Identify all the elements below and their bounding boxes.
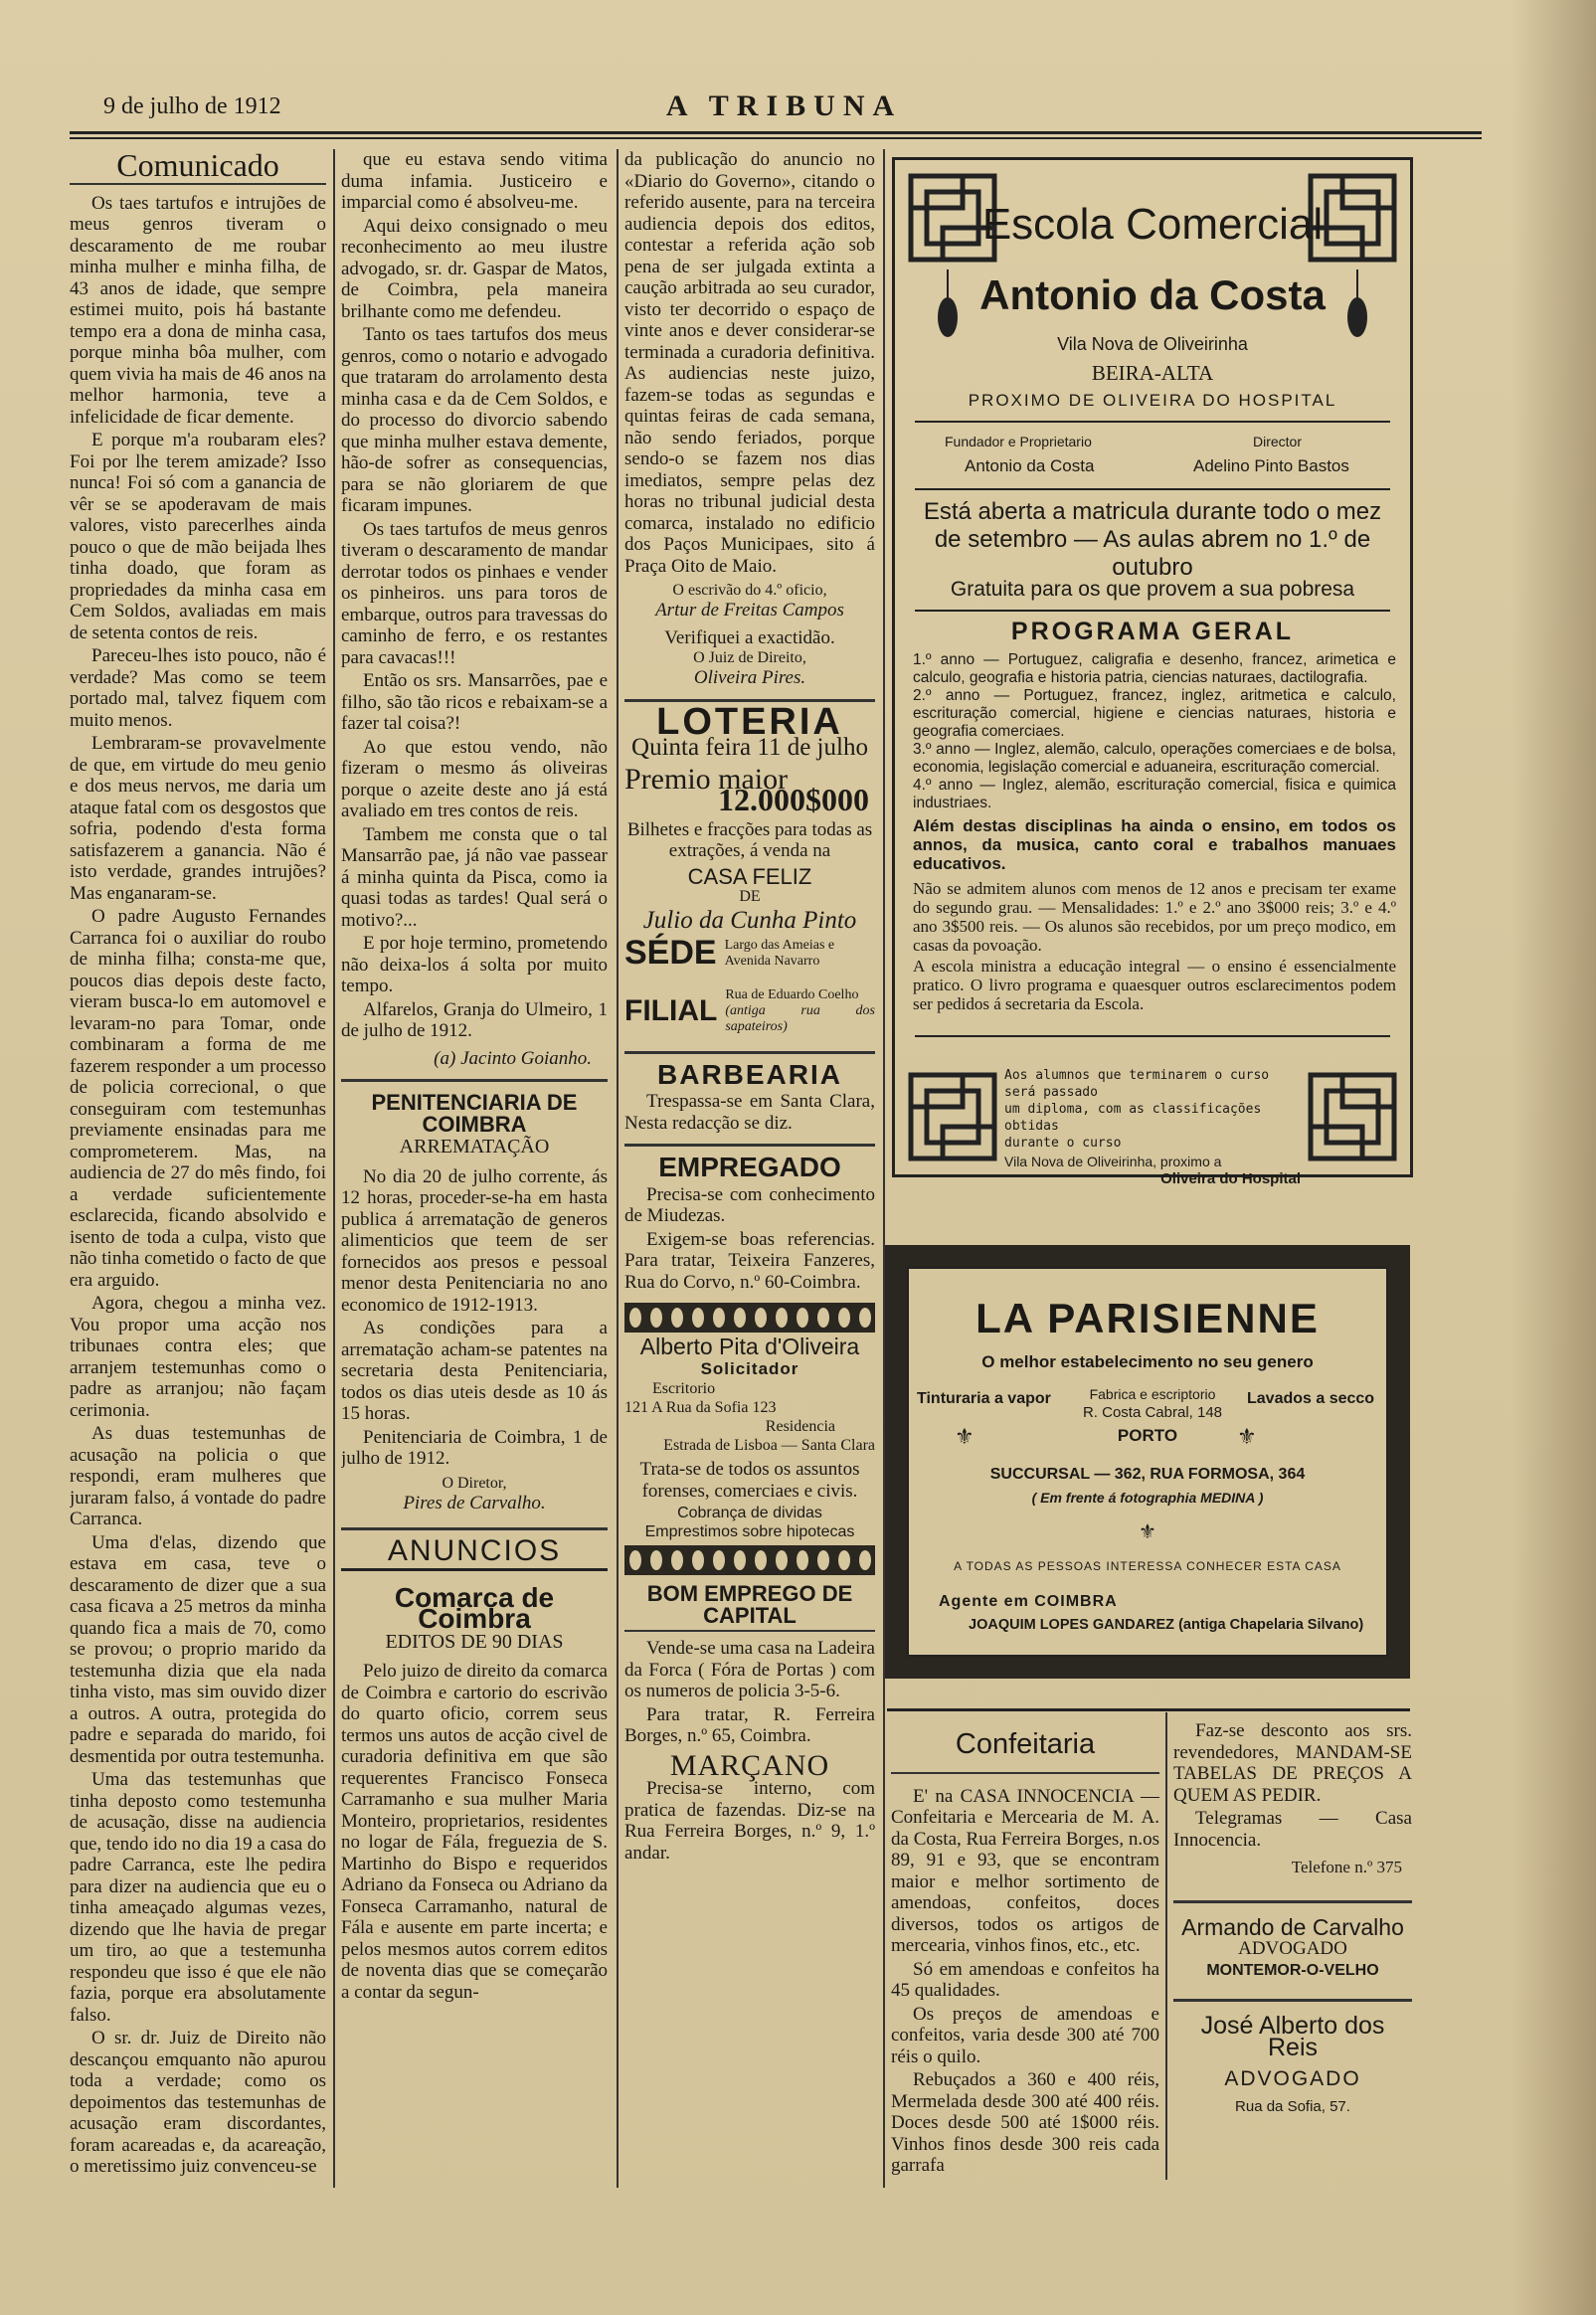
column-rule-4 [1165, 1712, 1167, 2180]
alberto-text: Trata-se de todos os assuntos forenses, comerciaes e civis. [639, 1459, 860, 1502]
column-2 [341, 149, 608, 2188]
paragraph: Uma das testemunhas que tinha deposto como testemunha de acusação, disse na audiencia que, tendo ido no dia 19 a casa do padre Carranca, este lhe pedira para dizer na audiencia que eu o tinha ameaçado algumas vezes, dizendo que lhe havia de pregar um tiro, ao que a testemunha respondeu que isso é que ele não fazia, porque era absolutamente falso. [70, 1769, 326, 2026]
parisienne-ad [885, 1245, 1410, 1679]
anuncios-heading: ANUNCIOS [341, 1540, 608, 1571]
desconto-column [1173, 1720, 1412, 2188]
confeitaria-text-3: Os preços de amendoas e confeitos, varia desde 300 até 700 réis o quilo. [891, 2003, 1159, 2067]
residencia-label: Residencia [765, 1418, 835, 1435]
joaquim-line: JOAQUIM LOPES GANDAREZ (antiga Chapelaria Silvano) [969, 1617, 1364, 1633]
penitenciaria-director-name: Pires de Carvalho. [403, 1492, 546, 1514]
column-1 [70, 149, 326, 2188]
filial-address: Rua de Eduardo Coelho (antiga rua dos sapateiros) [725, 986, 875, 1034]
filial-label: FILIAL [624, 993, 718, 1027]
juiz-label: O Juiz de Direito, [693, 649, 806, 666]
paragraph: Os taes tartufos e intrujões de meus genros tiveram o descaramento de me roubar minha mulher e minha filha, de 43 anos de idade, que sempre estimei muito, pois há bastante tempo era a dona de minha casa, porque minha bôa mulher, com quem vivia ha mais de 46 anos na melhor harmonia, teve a infelicidade de ficar demente. [70, 192, 326, 428]
separator [624, 1144, 875, 1147]
paragraph: Lembraram-se provavelmente de que, em virtude do meu genio e dos meus nervos, me daria um ataque fatal com os desgostos que sofria, podendo d'esta forma satisfazerem a ganancia. Não é isto verdade, grandes intrujões? Mas enganaram-se. [70, 733, 326, 904]
paragraph: Aqui deixo consignado o meu reconhecimento ao meu ilustre advogado, sr. dr. Gaspar de Matos, de Coimbra, pela maneira brilhante como me defendeu. [341, 215, 608, 322]
paragraph: que eu estava sendo vitima duma infamia. Justiceiro e imparcial como é absolveu-me. [341, 149, 608, 213]
divider [915, 1035, 1390, 1037]
residencia-address: Estrada de Lisboa — Santa Clara [663, 1437, 875, 1454]
paragraph: O sr. dr. Juiz de Direito não descançou emquanto não apurou toda a verdade; como os depoimentos das testemunhas de acusação eram discordantes, foram acareadas e, da acareação, o meretissimo juiz convenceu-se [70, 2028, 326, 2177]
penitenciaria-title: PENITENCIARIA DE COIMBRA [371, 1090, 578, 1137]
escola-title: Escola Comercial [981, 200, 1324, 249]
armando-role: ADVOGADO [1238, 1938, 1347, 1959]
ornament-band-icon [624, 1545, 875, 1575]
director-name: Adelino Pinto Bastos [1193, 456, 1349, 475]
penitenciaria-text-1: No dia 20 de julho corrente, ás 12 horas, proceder-se-ha em hasta publica á arrematação de generos alimenticios que teem de ser fornecidos aos presos e pessoal menor desta Penitenciaria no ano economico de 1912-1913. [341, 1165, 608, 1316]
penitenciaria-director-label: O Diretor, [442, 1474, 507, 1492]
director-label: Director [1253, 434, 1303, 449]
comunicado-body [70, 193, 326, 2178]
issue-date: 9 de julho de 1912 [103, 93, 281, 119]
matricula-notice: Está aberta a matricula durante todo o mez de setembro — As aulas abrem no 1.º de outubro [923, 498, 1382, 581]
integral-text: A escola ministra a educação integral — o ensino é essencialmente pratico. O livro programa e quaesquer outros esclarecimentos podem ser pedidos á secretaria da Escola. [913, 957, 1396, 1013]
paragraph: O padre Augusto Fernandes Carranca foi o auxiliar do roubo de minha filha; consta-me que, poucos dias depois deste facto, vieram busca-lo em automovel e levaram-no para Tomar, onde combinaram a forma de me fazerem responder a um processo de policia correcional, o que conseguiram com testemunhas previamente ensinadas para me comprometerem. Mas, na audiencia de 27 do mês findo, foi a verdade suficientemente esclarecida, ficando absolvido e isento de toda a culpa, visto que não tinha cometido o facto de que era arguido. [70, 906, 326, 1291]
parisienne-title: LA PARISIENNE [975, 1295, 1320, 1341]
admission-text: Não se admitem alunos com menos de 12 anos e precisam ter exame do segundo grau. — Mensalidades: 1.º e 2.º ano 3$000 reis; 3.º e 4.º ano 3$500 reis. — Os alunos são recebidos, por um preço modico, em casas da povoação. [913, 879, 1396, 955]
bom-emprego-title: BOM EMPREGO DE CAPITAL [624, 1583, 875, 1632]
de-label: DE [739, 888, 761, 905]
julio-name: Julio da Cunha Pinto [642, 907, 857, 934]
knot-ornament-icon [1303, 1067, 1402, 1166]
confeitaria-text-2: Só em amendoas e confeitos ha 45 qualidades. [891, 1958, 1159, 2001]
paragraph: Agora, chegou a minha vez. Vou propor uma acção nos tribunaes contra eles; que arranjem testemunhas como o padre as arranjou; não façam cerimonia. [70, 1293, 326, 1421]
escola-location: Vila Nova de Oliveirinha [1057, 334, 1248, 354]
paragraph: Uma d'elas, dizendo que estava em casa, teve o descaramento de dizer que a sua casa ficava a 25 metros da minha quando fica a mais de 70, como se provou; o proprio marido da testemunha dizia que ela nada tinha visto, mas sim ouvido dizer a outros. A outra, protegida do padre e separada do marido, foi desmentida por outra testemunha. [70, 1531, 326, 1767]
marcano-text: Precisa-se interno, com pratica de fazendas. Diz-se na Rua Ferreira Borges, n.º 9, 1.º andar. [624, 1778, 875, 1864]
bom-emprego-text-2: Para tratar, R. Ferreira Borges, n.º 65, Coimbra. [624, 1703, 875, 1746]
page-edge-shadow [1511, 0, 1596, 2315]
escritorio-label: Escritorio [652, 1380, 716, 1397]
confeitaria-ad [891, 1720, 1159, 2188]
alberto-name: Alberto Pita d'Oliveira [639, 1334, 860, 1359]
paragraph: Alfarelos, Granja do Ulmeiro, 1 de julho de 1912. [341, 998, 608, 1041]
paragraph: Os taes tartufos de meus genros tiveram o descaramento de mandar derrotar todos os pinhaes e vender os pinheiros. uns para toros de embarque, outros para travessas do caminho de ferro, e os restantes para cavacas!!! [341, 518, 608, 668]
jose-role: ADVOGADO [1224, 2067, 1361, 2090]
verification-note: Verifiquei a exactidão. [664, 626, 835, 648]
paragraph: Tambem me consta que o tal Mansarrão pae, já não vae passear á minha quinta da Pisca, como ia quasi todas as tardes! Qual será o motivo?... [341, 823, 608, 931]
fleur-icon: ⚜ [1139, 1521, 1156, 1543]
programa-title: PROGRAMA GERAL [1010, 618, 1295, 645]
bom-emprego-text-1: Vende-se uma casa na Ladeira da Forca ( Fóra de Portas ) com os numeros de policia 3-5-6. [624, 1638, 875, 1701]
paragraph: E porque m'a roubaram eles? Foi por lhe terem amizade? Isso nunca! Foi só com a ganancia de vêr se se apoderavam de mais valores, visto parecerlhes ainda pouco o que de mão beijada lhes tinha doado, que foram as propriedades da minha casa em Cem Soldos, avaliadas em mais de setenta contos de reis. [70, 430, 326, 643]
separator [1173, 1999, 1412, 2002]
fabrica-label: Fabrica e escriptorio [1089, 1386, 1216, 1402]
confeitaria-title: Confeitaria [955, 1728, 1096, 1760]
marcano-title: MARÇANO [669, 1748, 830, 1782]
armando-place: MONTEMOR-O-VELHO [1206, 1961, 1379, 1979]
programa-year-1: 1.º anno — Portuguez, caligrafia e desenho, francez, arimetica e calculo, geografia e historia patria, ciencias naturaes, dactilografia. [913, 651, 1396, 686]
loteria-date: Quinta feira 11 de julho [631, 734, 868, 761]
barbearia-title: BARBEARIA [657, 1058, 842, 1090]
programa-extras: Além destas disciplinas ha ainda o ensino, em todos os annos, da musica, canto coral e trabalhos manuaes educativos. [913, 816, 1396, 873]
escola-region: BEIRA-ALTA [1091, 361, 1214, 385]
gratuita-notice: Gratuita para os que provem a sua pobresa [950, 578, 1355, 601]
escrivao-name: Artur de Freitas Campos [655, 600, 844, 621]
bilhetes-text: Bilhetes e fracções para todas as extrações, á venda na [626, 818, 873, 861]
desconto-text: Faz-se desconto aos srs. revendedores, MANDAM-SE TABELAS DE PREÇOS A QUEM AS PEDIR. [1173, 1720, 1412, 1806]
separator [341, 1527, 608, 1530]
arrematacao-subtitle: ARREMATAÇÃO [399, 1136, 550, 1158]
programa-year-2: 2.º anno — Portuguez, francez, inglez, aritmetica e calculo, escrituração comercial, higiene e ciencias naturaes, historia e geografia comerciaes. [913, 687, 1396, 740]
todas-line: A TODAS AS PESSOAS INTERESSA CONHECER ESTA CASA [954, 1559, 1341, 1573]
fundador-name: Antonio da Costa [965, 456, 1095, 475]
divider [891, 1772, 1159, 1774]
column-rule-3 [883, 149, 885, 2188]
escola-footer: Aos alumnos que terminarem o curso será passado um diploma, com as classificações obtidas durante o curso Vila Nova de Oliveirinha, proximo a Oliveira do Hospital [1004, 1068, 1301, 1187]
paragraph: Tanto os taes tartufos dos meus genros, como o notario e advogado que trataram do arrolamento desta minha casa e da de Cem Soldos, e do processo do divorcio sabendo que minha mulher estava demente, hão-de sofrer as consequencias, para se não gloriarem de que ficaram impunes. [341, 324, 608, 516]
divider [915, 488, 1390, 490]
paragraph: Ao que estou vendo, não fizeram o mesmo ás oliveiras porque o azeite deste ano já está avaliado em tres contos de reis. [341, 736, 608, 821]
programa-year-3: 3.º anno — Inglez, alemão, calculo, operações comerciaes e de bolsa, economia, legislação comercial e aduaneira, escrituração comercial. [913, 741, 1396, 776]
column-rule-2 [617, 149, 619, 2188]
separator [624, 1051, 875, 1054]
sede-address: Largo das Ameias e Avenida Navarro [724, 937, 835, 969]
cobranca-line: Cobrança de dividas [677, 1505, 822, 1521]
barbearia-text: Trespassa-se em Santa Clara, Nesta redacção se diz. [624, 1091, 875, 1134]
frente-line: ( Em frente á fotographia MEDINA ) [1031, 1490, 1264, 1506]
casa-feliz: CASA FELIZ [687, 863, 812, 889]
paragraph: Pareceu-lhes isto pouco, não é verdade? Mas como se teem portado mal, talvez fiquem com muito menos. [70, 645, 326, 731]
armando-name: Armando de Carvalho [1181, 1913, 1404, 1940]
filial-row [624, 987, 875, 1035]
separator [1173, 1900, 1412, 1903]
header-rule [70, 131, 1482, 134]
fundador-label: Fundador e Proprietario [945, 434, 1092, 449]
paragraph: As duas testemunhas de acusação na policia o que respondi, eram mulheres que juraram falso, á vontade do padre Carranca. [70, 1423, 326, 1529]
ornament-band-icon [624, 1303, 875, 1333]
escola-subtitle: Antonio da Costa [979, 271, 1326, 318]
emprestimos-line: Emprestimos sobre hipotecas [644, 1523, 855, 1540]
programa-year-4: 4.º anno — Inglez, alemão, escrituração comercial, fisica e quimica industriaes. [913, 777, 1396, 811]
escola-ad [892, 157, 1413, 1187]
separator [887, 1708, 1410, 1711]
loteria-title: LOTERIA [656, 700, 843, 743]
juiz-name: Oliveira Pires. [693, 667, 806, 688]
knot-ornament-icon [903, 1067, 1002, 1166]
confeitaria-text-1: E' na CASA INNOCENCIA — Confeitaria e Mercearia de M. A. da Costa, Rua Ferreira Borges, n.os 89, 91 e 93, que se encontram maior e melhor sortimento de amendoas, confeitos, doces diversos, todos os artigos de mercearia, vinhos finos, etc., etc. [891, 1785, 1159, 1956]
escola-proximity: PROXIMO DE OLIVEIRA DO HOSPITAL [968, 391, 1337, 410]
tinturaria-label: Tinturaria a vapor [917, 1390, 1051, 1407]
comunicado-heading: Comunicado [70, 155, 326, 185]
jose-name: José Alberto dos Reis [1200, 2012, 1385, 2061]
column-3 [624, 149, 875, 2188]
comarca-text: Pelo juizo de direito da comarca de Coimbra e cartorio do escrivão do quarto oficio, correm seus termos uns autos de acção civel de curadoria definitiva em que são requerentes Francisco Fonseca Carramanho e sua mulher Maria Monteiro, proprietarios, residentes no logar de Fála, freguezia de S. Martinho do Bispo e requeridos Adriano da Fonseca ou Adriano da Fonseca Carramanho, natural de Fála e ausente em parte incerta; e pelos mesmos autos correm editos de noventa dias que se começarão a contar da segun- [341, 1661, 608, 2003]
empregado-text-2: Exigem-se boas referencias. Para tratar, Teixeira Fanzeres, Rua do Corvo, n.º 60-Coimbra. [624, 1228, 875, 1293]
parisienne-subtitle: O melhor estabelecimento no seu genero [981, 1352, 1314, 1371]
column-rule-1 [333, 149, 335, 2188]
premio-label: Premio maior [624, 762, 789, 796]
escritorio-address: 121 A Rua da Sofia 123 [624, 1399, 777, 1416]
confeitaria-text-4: Rebuçados a 360 e 400 réis, Mermelada desde 300 até 400 réis. Doces desde 500 até 1$000 réis. Vinhos finos desde 300 reis cada garrafa [891, 2069, 1159, 2176]
header-rule-thin [70, 137, 1482, 139]
comunicado-signature: (a) Jacinto Goianho. [434, 1047, 592, 1069]
agente-line: Agente em COIMBRA [939, 1593, 1118, 1610]
sede-row [624, 933, 875, 972]
premio-value: 12.000$000 [718, 782, 869, 817]
separator [341, 1079, 608, 1082]
empregado-title: EMPREGADO [658, 1152, 841, 1182]
comarca-continuation: da publicação do anuncio no «Diario do Governo», citando o referido ausente, para na terceira audiencia depois dos editos, contestar a referida ação sob pena de ser julgada extinta a caução arbitrada ao seu curador, visto ter decorrido o espaço de vinte anos e dever considerar-se terminada a curadoria definitiva. As audiencias neste juizo, fazem-se todas as segundas e quintas feiras de cada semana, não sendo feriados, porque sendo-o se fazem nos dias imediatos, sempre pelas dez horas no tribunal judicial desta comarca, instalado no edificio dos Paços Municipaes, sito á Praça Oito de Maio. [624, 149, 875, 577]
masthead [95, 88, 1473, 127]
empregado-text-1: Precisa-se com conhecimento de Miudezas. [624, 1183, 875, 1226]
fabrica-address: R. Costa Cabral, 148 [1082, 1404, 1223, 1421]
programa-list [913, 651, 1396, 1013]
comarca-title: Comarca de Coimbra [394, 1581, 555, 1634]
escrivao-label: O escrivão do 4.º oficio, [672, 582, 827, 599]
succursal-line: SUCCURSAL — 362, RUA FORMOSA, 364 [989, 1466, 1306, 1483]
editos-subtitle: EDITOS DE 90 DIAS [385, 1630, 564, 1653]
newspaper-title: A TRIBUNA [665, 89, 903, 122]
paragraph: Então os srs. Mansarrões, pae e filho, são tão ricos e rebaixam-se a fazer tal coisa?! [341, 670, 608, 734]
alberto-role: Solicitador [700, 1358, 799, 1378]
comunicado-continuation [341, 149, 608, 1042]
porto-label: PORTO [1117, 1426, 1178, 1445]
lavados-label: Lavados a secco [1247, 1390, 1375, 1407]
penitenciaria-text-2: As condições para a arrematação acham-se patentes na secretaria desta Penitenciaria, todos os dias uteis desde as 10 ás 15 horas. [341, 1318, 608, 1424]
penitenciaria-text-3: Penitenciaria de Coimbra, 1 de julho de 1912. [341, 1426, 608, 1469]
paragraph: E por hoje termino, prometendo não deixa-los á solta por muito tempo. [341, 933, 608, 996]
fleur-icon: ⚜ [955, 1424, 975, 1449]
telegramas-text: Telegramas — Casa Innocencia. [1173, 1808, 1412, 1851]
sede-label: SÉDE [624, 933, 717, 972]
divider [915, 421, 1390, 423]
jose-address: Rua da Sofia, 57. [1235, 2097, 1350, 2115]
divider [915, 610, 1390, 612]
fleur-icon: ⚜ [1237, 1424, 1257, 1449]
telefone-line: Telefone n.º 375 [1291, 1858, 1402, 1876]
